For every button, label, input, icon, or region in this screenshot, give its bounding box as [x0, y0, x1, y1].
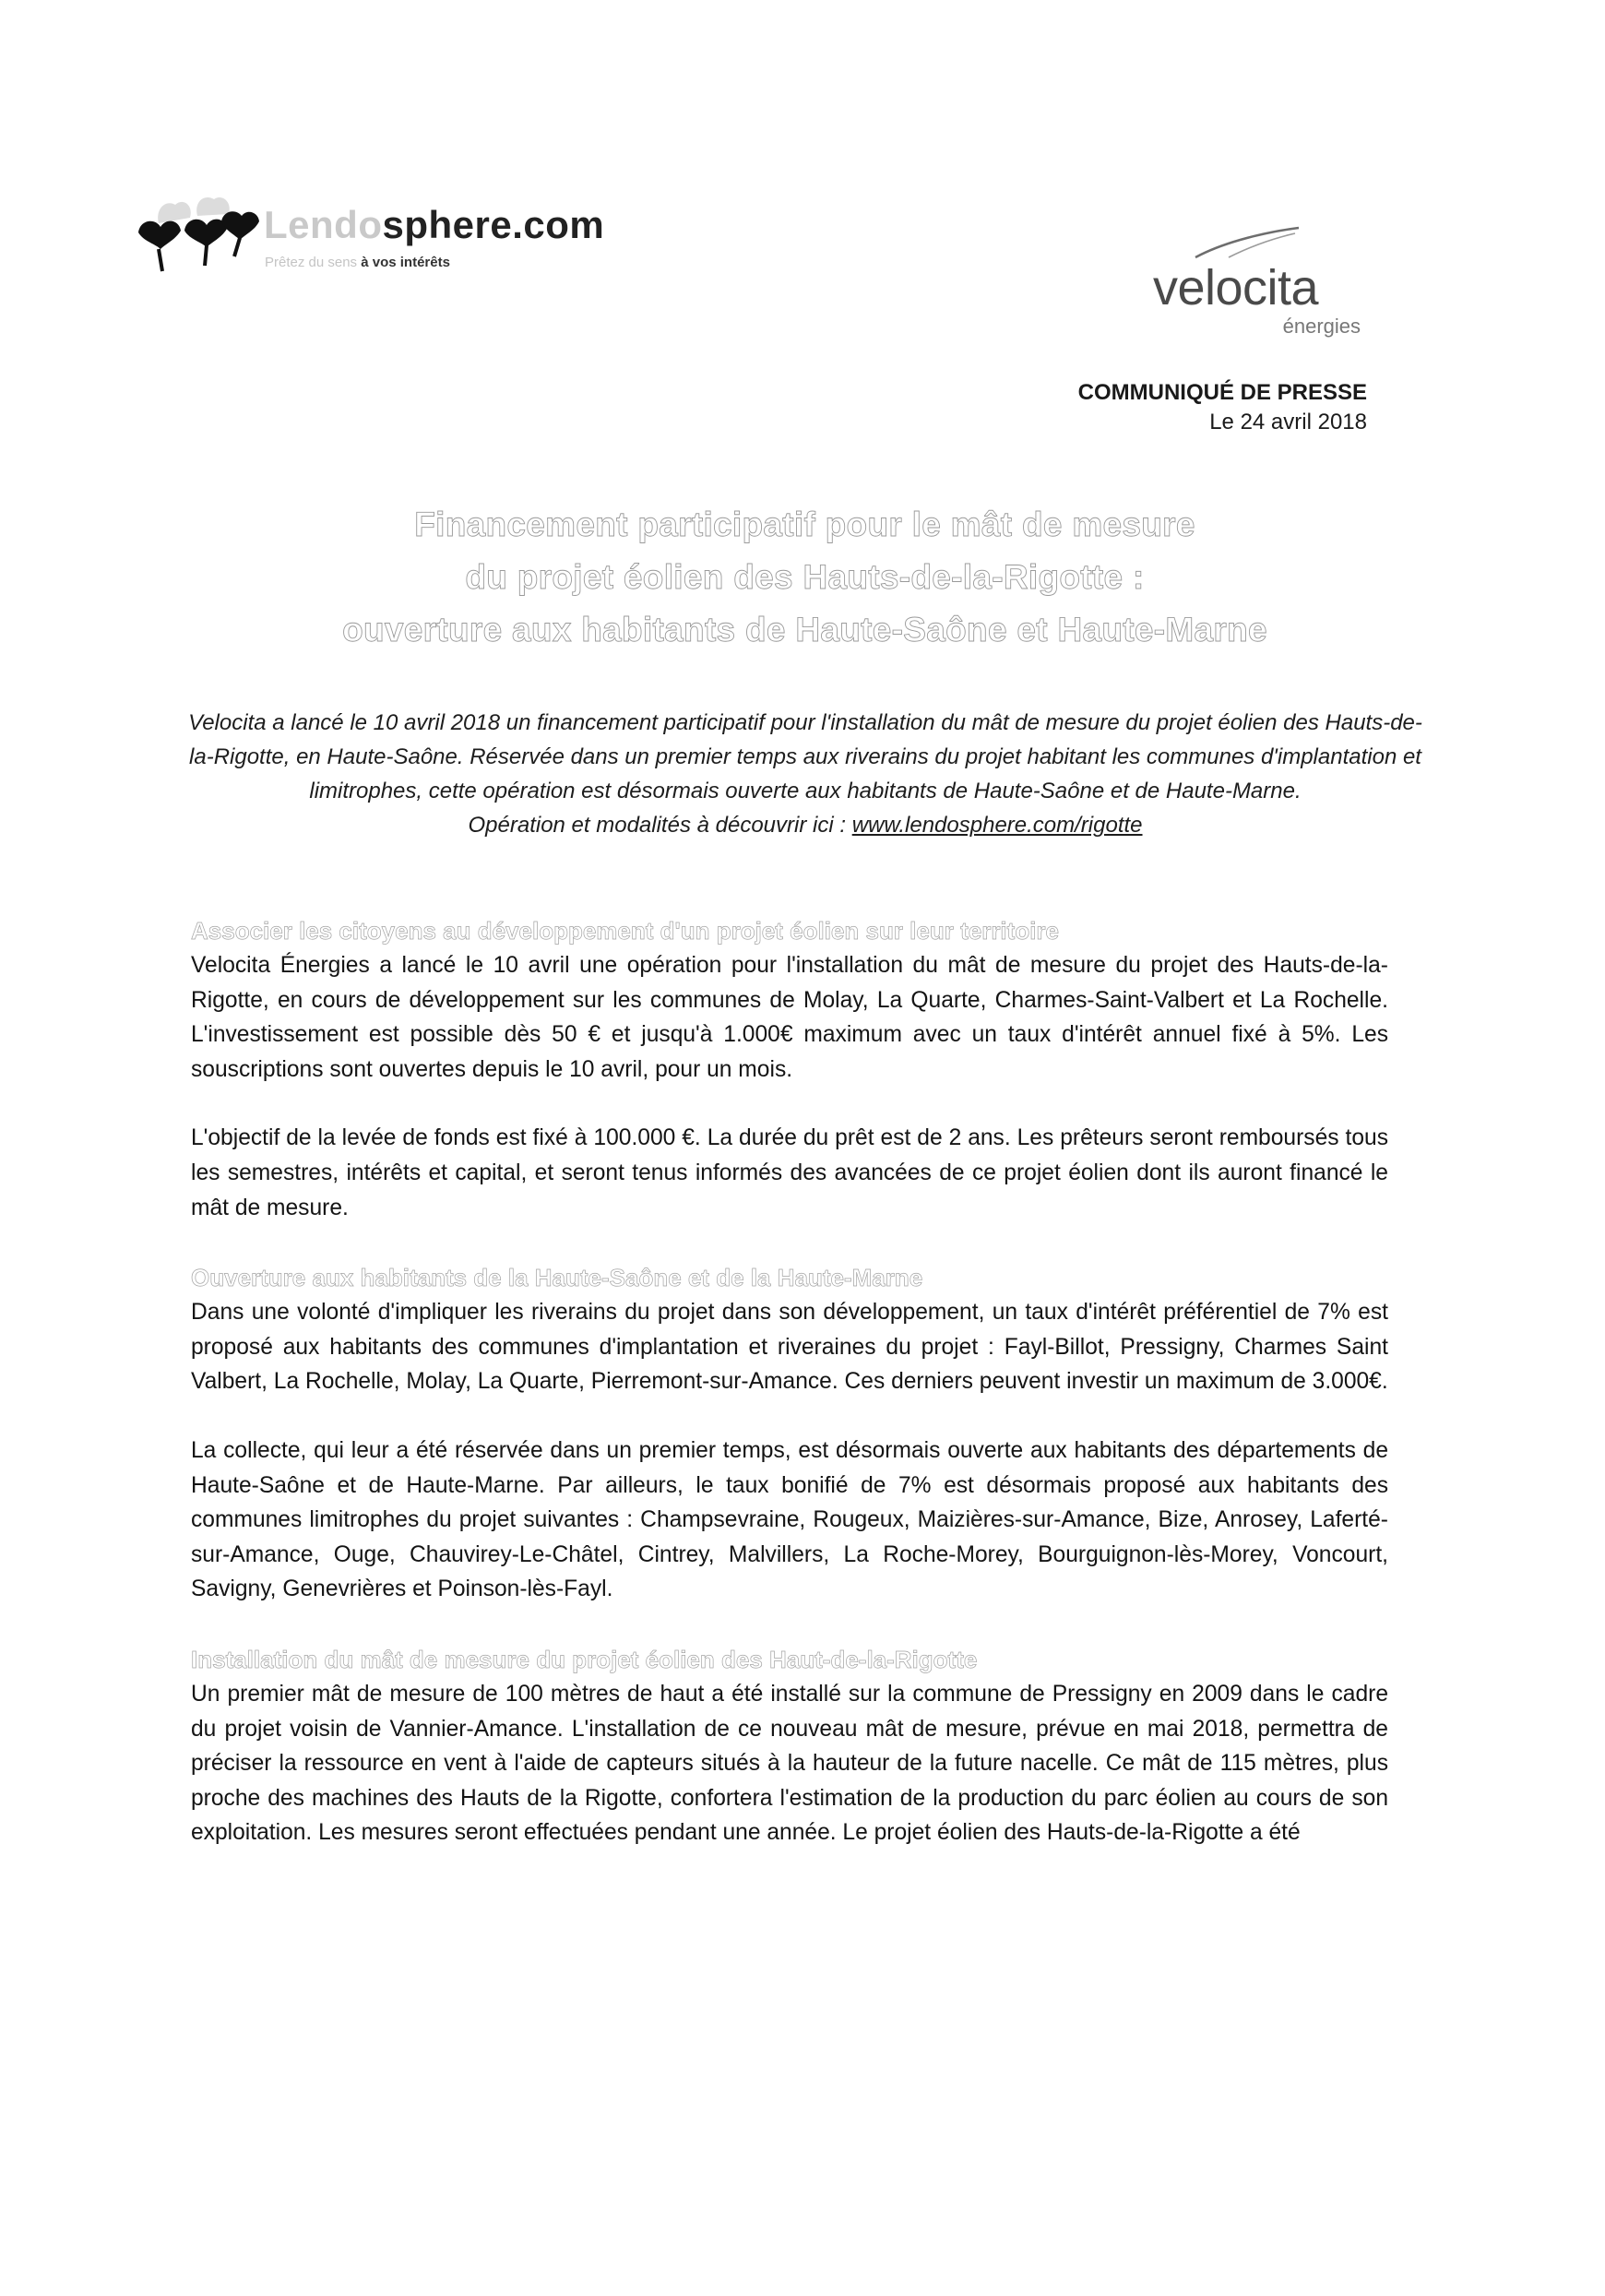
paragraph: Velocita Énergies a lancé le 10 avril une opération pour l'installation du mât de mesure du projet des Hauts-de-la-Rigotte, en cours de développement sur les communes de Molay, La Quarte, Charmes-Saint-Valbert et La Rochelle. L'investissement est possible dès 50 € et jusqu'à 1.000€ maximum avec un taux d'intérêt annuel fixé à 5%. Les souscriptions sont ouvertes depuis le 10 avril, pour un mois. [191, 953, 1388, 1082]
paragraph: Dans une volonté d'impliquer les riverains du projet dans son développement, un taux d'intérêt préférentiel de 7% est proposé aux habitants des communes d'implantation et riveraines du projet : Fayl-Billot, Pressigny, Charmes Saint Valbert, La Rochelle, Molay, La Quarte, Pierremont-sur-Amance. Ces derniers peuvent investir un maximum de 3.000€. [191, 1300, 1388, 1395]
paragraph: Un premier mât de mesure de 100 mètres de haut a été installé sur la commune de Pressigny en 2009 dans le cadre du projet voisin de Vannier-Amance. L'installation de ce nouveau mât de mesure, prévue en mai 2018, permettra de préciser la ressource en vent à l'aide de capteurs situés à la hauteur de la future nacelle. Ce mât de 115 mètres, plus proche des machines des Hauts de la Rigotte, confortera l'estimation de la production du parc éolien au cours de son exploitation. Les mesures seront effectuées pendant une année. Le projet éolien des Hauts-de-la-Rigotte a été [191, 1681, 1388, 1846]
velocita-name: velocita [1153, 260, 1319, 315]
sections [191, 913, 1388, 1850]
document-title [184, 498, 1425, 656]
section-heading: Ouverture aux habitants de la Haute-Saône et de la Haute-Marne [191, 1264, 923, 1292]
wordmark-faded: Lendo [264, 203, 383, 246]
paragraph: L'objectif de la levée de fonds est fixé à 100.000 €. La durée du prêt est de 2 ans. Les prêteurs seront remboursés tous les semestres, intérêts et capital, et seront tenus informés des avancées de ce projet éolien dont ils auront financé le mât de mesure. [191, 1125, 1388, 1220]
wordmark-dark: sphere.com [382, 203, 605, 246]
lendosphere-link[interactable]: www.lendosphere.com/rigotte [851, 813, 1143, 838]
paragraph: La collecte, qui leur a été réservée dans un premier temps, est désormais ouverte aux habitants des départements de Haute-Saône et de Haute-Marne. Par ailleurs, le taux bonifié de 7% est désormais proposé aux habitants des communes limitrophes du projet suivantes : Champsevraine, Rougeux, Maizières-sur-Amance, Bize, Anrosey, Laferté-sur-Amance, Ouge, Chauvirey-Le-Châtel, Cintrey, Malvillers, La Roche-Morey, Bourguignon-lès-Morey, Voncourt, Savigny, Genevrières et Poinson-lès-Fayl. [191, 1437, 1388, 1602]
intro-link-line [183, 808, 1428, 842]
section-heading: Associer les citoyens au développement d'un projet éolien sur leur territoire [191, 917, 1060, 945]
lendosphere-logo [138, 184, 655, 286]
velocita-logo [1153, 226, 1365, 337]
ginkgo-leaf-icon [138, 192, 260, 275]
title-line: ouverture aux habitants de Haute-Saône et Haute-Marne [342, 611, 1267, 648]
lendosphere-wordmark [264, 203, 604, 247]
lendosphere-tagline [265, 255, 450, 270]
tagline-dark: à vos intérêts [361, 255, 450, 270]
section-heading: Installation du mât de mesure du projet éolien des Haut-de-la-Rigotte [191, 1645, 978, 1673]
intro-link-prefix: Opération et modalités à découvrir ici : [468, 813, 852, 838]
velocita-subtitle: énergies [1282, 315, 1361, 338]
press-date: Le 24 avril 2018 [1209, 410, 1367, 434]
intro-block [183, 706, 1428, 842]
swoosh-icon [1192, 226, 1302, 263]
press-header [1078, 378, 1367, 437]
intro-text: Velocita a lancé le 10 avril 2018 un financement participatif pour l'installation du mât de mesure du projet éolien des Hauts-de-la-Rigotte, en Haute-Saône. Réservée dans un premier temps aux riverains du projet habitant les communes d'implantation et limitrophes, cette opération est désormais ouverte aux habitants de Haute-Saône et de Haute-Marne. [188, 710, 1422, 803]
title-line: du projet éolien des Hauts-de-la-Rigotte : [465, 558, 1145, 596]
tagline-faded: Prêtez du sens [265, 255, 358, 270]
press-kind: COMMUNIQUÉ DE PRESSE [1077, 380, 1367, 405]
title-line: Financement participatif pour le mât de mesure [414, 506, 1195, 543]
